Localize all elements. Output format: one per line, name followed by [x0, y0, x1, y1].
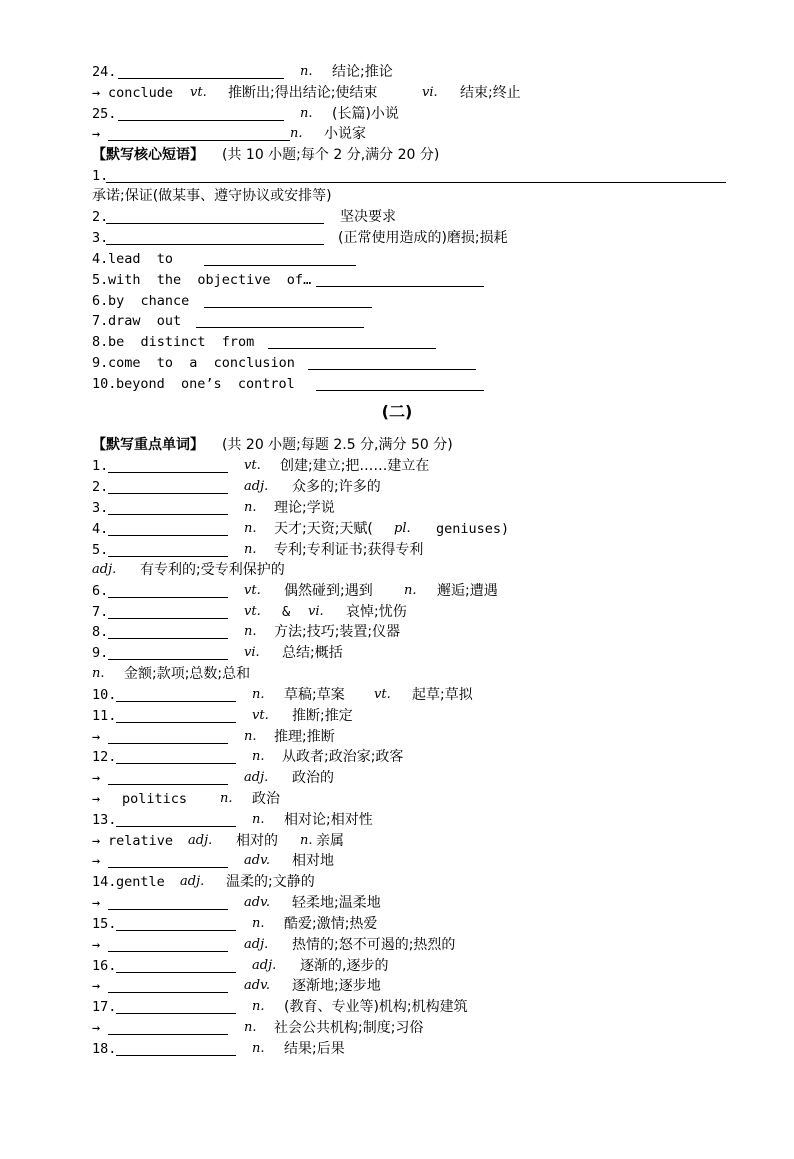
answer-blank[interactable]	[116, 930, 236, 931]
part-of-speech: vt.	[252, 708, 269, 723]
part-of-speech: n.	[290, 126, 303, 141]
meaning: 推断出;得出结论;使结束	[228, 85, 378, 101]
answer-blank[interactable]	[108, 659, 228, 660]
meaning: (长篇)小说	[332, 106, 399, 122]
answer-blank[interactable]	[116, 722, 236, 723]
phrase-text: with the objective of…	[108, 272, 312, 288]
word-row-12	[92, 747, 404, 767]
item-number: 1.	[92, 458, 109, 474]
meaning: 总结;概括	[282, 645, 343, 661]
item-number: 5.	[92, 542, 109, 558]
part-of-speech: adj.	[180, 874, 205, 889]
answer-blank[interactable]	[108, 514, 228, 515]
answer-blank[interactable]	[116, 763, 236, 764]
answer-blank[interactable]	[108, 535, 228, 536]
word-row-25	[92, 104, 399, 124]
part-of-speech: n.	[244, 624, 257, 639]
answer-blank[interactable]	[118, 120, 284, 121]
item-number: 8.	[92, 334, 109, 350]
word-row-10	[92, 685, 473, 705]
answer-blank[interactable]	[108, 638, 228, 639]
item-number: 4.	[92, 251, 109, 267]
meaning: 有专利的;受专利保护的	[140, 562, 285, 578]
word-row-15	[92, 914, 378, 934]
part-of-speech: n.	[244, 1020, 257, 1035]
part-of-speech: vi.	[422, 85, 438, 100]
part-of-speech: adj.	[244, 770, 269, 785]
word-row-13-derived-2	[92, 851, 334, 871]
meaning: 亲属	[316, 833, 344, 849]
part-of-speech: adj.	[92, 562, 117, 577]
part-of-speech: adv.	[244, 978, 271, 993]
part-of-speech: n.	[252, 687, 265, 702]
meaning: 推理;推断	[274, 729, 335, 745]
answer-blank[interactable]	[116, 701, 236, 702]
meaning: 哀悼;忧伤	[346, 604, 407, 620]
item-number: 7.	[92, 313, 109, 329]
item-number: 2.	[92, 479, 109, 495]
part-of-speech: adj.	[244, 937, 269, 952]
arrow: →	[92, 1020, 101, 1036]
phrase-row-10	[92, 374, 295, 394]
word-row-17-derived	[92, 1018, 424, 1038]
derived-word: conclude	[108, 85, 174, 101]
meaning: 相对的	[236, 833, 278, 849]
answer-blank[interactable]	[106, 244, 324, 245]
word-row-4	[92, 519, 510, 539]
word-row-18	[92, 1039, 345, 1059]
answer-blank[interactable]	[204, 307, 372, 308]
item-number: 7.	[92, 604, 109, 620]
part-of-speech: vt.	[374, 687, 391, 702]
answer-blank[interactable]	[108, 867, 228, 868]
answer-blank[interactable]	[118, 78, 284, 79]
plural-abbreviation: pl.	[394, 521, 411, 536]
derived-row-25	[92, 124, 366, 144]
phrase-text: beyond one’s control	[116, 376, 295, 392]
item-number: 1.	[92, 168, 109, 184]
word-row-14	[92, 872, 315, 892]
answer-blank[interactable]	[116, 1055, 236, 1056]
word-row-13	[92, 810, 373, 830]
derived-word: politics	[122, 791, 188, 807]
plural-form: geniuses)	[436, 521, 510, 537]
arrow: →	[92, 895, 101, 911]
item-number: 24.	[92, 64, 117, 80]
meaning: 热情的;怒不可遏的;热烈的	[292, 937, 456, 953]
part-of-speech: vi.	[244, 645, 260, 660]
item-number: 6.	[92, 583, 109, 599]
phrase-row-8	[92, 332, 255, 352]
phrase-row-2	[92, 207, 396, 227]
answer-blank[interactable]	[196, 327, 364, 328]
word-row-24	[92, 62, 393, 82]
part-of-speech: n.	[244, 542, 257, 557]
meaning: 社会公共机构;制度;习俗	[274, 1020, 424, 1036]
part-of-speech: n.	[300, 64, 313, 79]
word-row-11-derived	[92, 727, 335, 747]
word-row-1	[92, 456, 430, 476]
word-row-13-derived	[92, 831, 344, 851]
meaning: 从政者;政治家;政客	[282, 749, 404, 765]
meaning: 天才;天资;天赋(	[274, 521, 373, 537]
answer-blank[interactable]	[316, 286, 484, 287]
part-of-speech: n.	[252, 916, 265, 931]
phrase-text: lead to	[108, 251, 174, 267]
part-of-speech: vt.	[244, 583, 261, 598]
meaning: 众多的;许多的	[292, 479, 381, 495]
item-number: 10.	[92, 687, 117, 703]
phrase-text: by chance	[108, 293, 190, 309]
answer-blank[interactable]	[106, 223, 324, 224]
part-of-speech: n.	[300, 106, 313, 121]
section-heading: 【默写核心短语】	[92, 147, 204, 163]
meaning: 小说家	[324, 126, 366, 142]
part-of-speech: adv.	[244, 853, 271, 868]
arrow: →	[92, 937, 101, 953]
part-of-speech: adj.	[244, 479, 269, 494]
arrow: →	[92, 85, 101, 101]
item-number: 9.	[92, 645, 109, 661]
meaning: 酷爱;激情;热爱	[284, 916, 378, 932]
part-of-speech: n.	[300, 833, 313, 848]
part-of-speech: vt.	[244, 604, 261, 619]
word-row-9-cont	[92, 664, 251, 684]
phrases-section-header	[92, 145, 440, 165]
word-row-11	[92, 706, 353, 726]
arrow: →	[92, 126, 101, 142]
meaning: 专利;专利证书;获得专利	[274, 542, 424, 558]
word-row-6	[92, 581, 498, 601]
answer-blank[interactable]	[268, 348, 436, 349]
meaning: 政治	[252, 791, 280, 807]
given-word: gentle	[116, 874, 165, 890]
item-number: 4.	[92, 521, 109, 537]
item-number: 16.	[92, 958, 117, 974]
meaning: 起草;草拟	[412, 687, 473, 703]
meaning: 金额;款项;总数;总和	[124, 666, 251, 682]
word-row-16	[92, 956, 389, 976]
item-number: 17.	[92, 999, 117, 1015]
answer-blank[interactable]	[108, 618, 228, 619]
item-number: 13.	[92, 812, 117, 828]
part-of-speech: n.	[252, 999, 265, 1014]
meaning: 草稿;草案	[284, 687, 345, 703]
part-of-speech: n.	[244, 521, 257, 536]
section-heading: 【默写重点单词】	[92, 437, 204, 453]
part-of-speech: adv.	[244, 895, 271, 910]
arrow: →	[92, 853, 101, 869]
part-of-speech: n.	[252, 812, 265, 827]
meaning: 相对论;相对性	[284, 812, 373, 828]
meaning: 推断;推定	[292, 708, 353, 724]
meaning: 方法;技巧;装置;仪器	[274, 624, 401, 640]
arrow: →	[92, 791, 101, 807]
meaning: 政治的	[292, 770, 334, 786]
word-row-3	[92, 498, 335, 518]
answer-blank[interactable]	[316, 390, 484, 391]
item-number: 9.	[92, 355, 109, 371]
meaning: 坚决要求	[340, 209, 396, 225]
words-section-header	[92, 435, 453, 455]
part-of-speech: n.	[252, 1041, 265, 1056]
part-of-speech: n.	[244, 729, 257, 744]
item-number: 8.	[92, 624, 109, 640]
meaning: 结束;终止	[460, 85, 521, 101]
word-row-5	[92, 540, 424, 560]
meaning: (教育、专业等)机构;机构建筑	[284, 999, 468, 1015]
meaning: 相对地	[292, 853, 334, 869]
meaning: 结果;后果	[284, 1041, 345, 1057]
answer-blank[interactable]	[108, 472, 228, 473]
phrase-row-1	[92, 166, 125, 186]
answer-blank[interactable]	[204, 265, 356, 266]
part-of-speech: n.	[252, 749, 265, 764]
answer-blank[interactable]	[108, 743, 228, 744]
arrow: →	[92, 729, 101, 745]
meaning: 承诺;保证(做某事、遵守协议或安排等)	[92, 188, 332, 204]
phrase-row-7	[92, 311, 182, 331]
phrase-row-3	[92, 228, 508, 248]
item-number: 14.	[92, 874, 117, 890]
item-number: 2.	[92, 209, 109, 225]
item-number: 25.	[92, 106, 117, 122]
answer-blank[interactable]	[116, 826, 236, 827]
part-of-speech: n.	[404, 583, 417, 598]
meaning: 逐渐地;逐步地	[292, 978, 381, 994]
answer-blank[interactable]	[108, 140, 290, 141]
answer-blank[interactable]	[116, 972, 236, 973]
meaning: 创建;建立;把……建立在	[280, 458, 430, 474]
answer-blank[interactable]	[108, 784, 228, 785]
phrase-row-4	[92, 249, 174, 269]
derived-row-conclude	[92, 83, 521, 103]
item-number: 18.	[92, 1041, 117, 1057]
phrase-row-5	[92, 270, 312, 290]
item-number: 11.	[92, 708, 117, 724]
part-of-speech: n.	[244, 500, 257, 515]
word-row-12-derived-2	[92, 789, 280, 809]
part-of-speech: adj.	[188, 833, 213, 848]
derived-word: relative	[108, 833, 174, 849]
answer-blank[interactable]	[108, 597, 228, 598]
part-of-speech: n.	[92, 666, 105, 681]
phrase-text: draw out	[108, 313, 182, 329]
ampersand: &	[282, 604, 291, 620]
section-scoring-note: (共 20 小题;每题 2.5 分,满分 50 分)	[222, 437, 453, 453]
answer-blank[interactable]	[106, 182, 726, 183]
meaning: 邂逅;遭遇	[437, 583, 498, 599]
phrase-text: be distinct from	[108, 334, 255, 350]
section-title: (二)	[381, 402, 413, 421]
item-number: 5.	[92, 272, 109, 288]
arrow: →	[92, 770, 101, 786]
meaning: 理论;学说	[274, 500, 335, 516]
word-row-17	[92, 997, 468, 1017]
item-number: 3.	[92, 500, 109, 516]
word-row-5-cont	[92, 560, 285, 580]
word-row-12-derived	[92, 768, 334, 788]
part-of-speech: vt.	[244, 458, 261, 473]
item-number: 3.	[92, 230, 109, 246]
meaning: 偶然碰到;遇到	[284, 583, 373, 599]
item-number: 10.	[92, 376, 117, 392]
item-number: 15.	[92, 916, 117, 932]
word-row-8	[92, 622, 401, 642]
answer-blank[interactable]	[116, 1013, 236, 1014]
phrase-row-1-meaning	[92, 186, 332, 206]
answer-blank[interactable]	[108, 951, 228, 952]
answer-blank[interactable]	[108, 1034, 228, 1035]
arrow: →	[92, 978, 101, 994]
word-row-15-derived	[92, 935, 456, 955]
phrase-row-9	[92, 353, 295, 373]
phrase-text: come to a conclusion	[108, 355, 295, 371]
answer-blank[interactable]	[108, 556, 228, 557]
word-row-2	[92, 477, 381, 497]
answer-blank[interactable]	[108, 909, 228, 910]
answer-blank[interactable]	[108, 992, 228, 993]
meaning: 轻柔地;温柔地	[292, 895, 381, 911]
part-of-speech: vt.	[190, 85, 207, 100]
word-row-16-derived	[92, 976, 381, 996]
answer-blank[interactable]	[308, 369, 476, 370]
arrow: →	[92, 833, 101, 849]
meaning: 温柔的;文静的	[226, 874, 315, 890]
answer-blank[interactable]	[108, 493, 228, 494]
word-row-7	[92, 602, 407, 622]
meaning: (正常使用造成的)磨损;损耗	[338, 230, 508, 246]
part-of-speech: adj.	[252, 958, 277, 973]
part-of-speech: vi.	[308, 604, 324, 619]
phrase-row-6	[92, 291, 190, 311]
meaning: 逐渐的,逐步的	[300, 958, 389, 974]
section-scoring-note: (共 10 小题;每个 2 分,满分 20 分)	[222, 147, 440, 163]
item-number: 6.	[92, 293, 109, 309]
meaning: 结论;推论	[332, 64, 393, 80]
word-row-9	[92, 643, 343, 663]
part-of-speech: n.	[220, 791, 233, 806]
word-row-14-derived	[92, 893, 381, 913]
item-number: 12.	[92, 749, 117, 765]
